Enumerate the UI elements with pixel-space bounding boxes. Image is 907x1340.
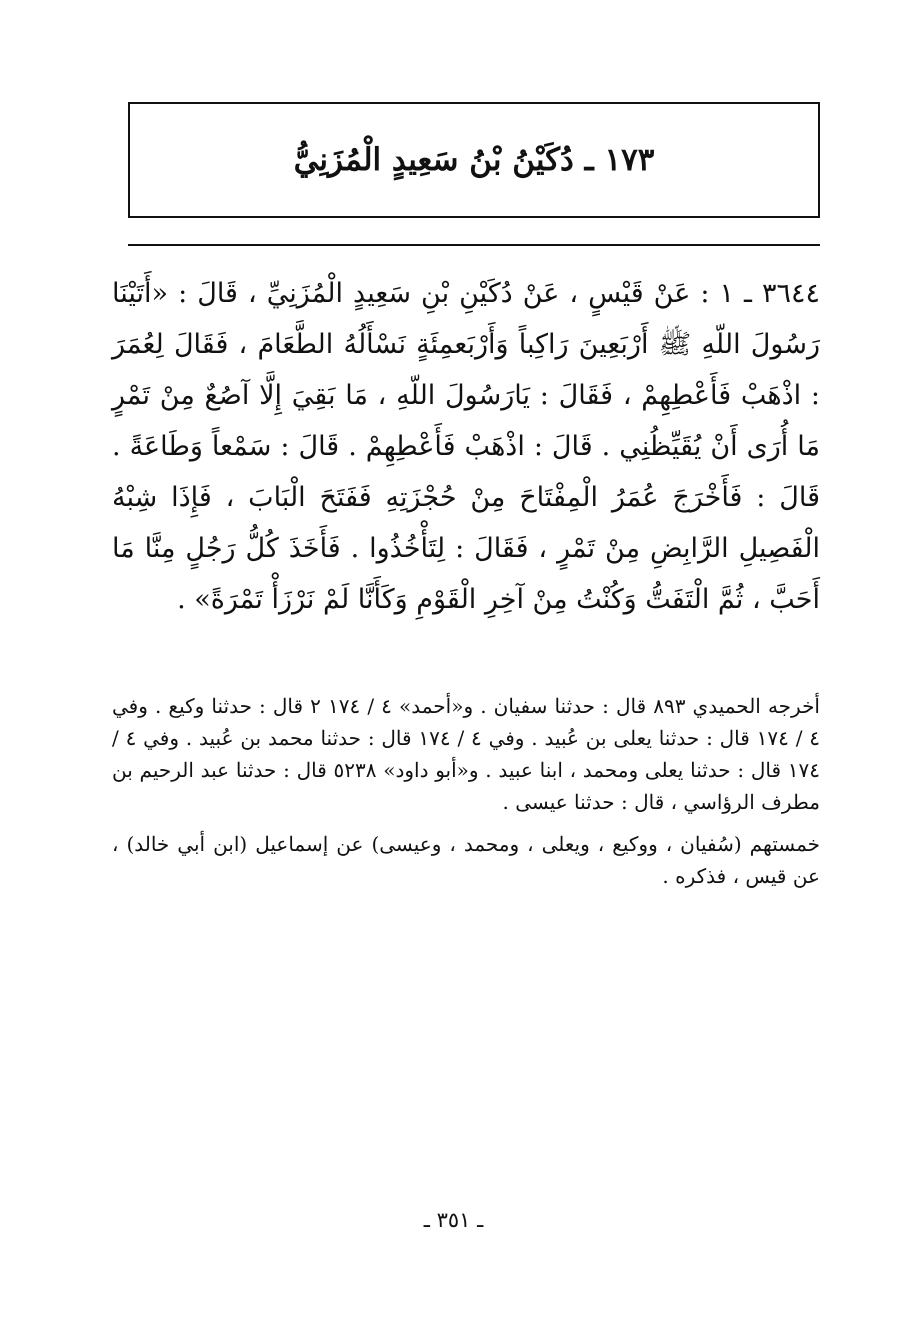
page-number: ـ ٣٥١ ـ [423, 1208, 484, 1232]
chapter-title: ١٧٣ ـ دُكَيْنُ بْنُ سَعِيدٍ الْمُزَنِيُّ [293, 142, 655, 178]
header-divider [128, 244, 820, 246]
footnotes-block [112, 690, 820, 902]
takhrij-note: أخرجه الحميدي ٨٩٣ قال : حدثنا سفيان . و«أحمد» ٤ / ١٧٤ ٢ قال : حدثنا وكيع . وفي ٤ / ١٧٤ قال : حدثنا يعلى بن عُبيد . وفي ٤ / ١٧٤ قال : حدثنا محمد بن عُبيد . وفي ٤ / ١٧٤ قال : حدثنا يعلى ومحمد ، ابنا عبيد . و«أبو داود» ٥٢٣٨ قال : حدثنا عبد الرحيم بن مطرف الرؤاسي ، قال : حدثنا عيسى . [112, 694, 821, 814]
chain-note: خمستهم (سُفيان ، ووكيع ، ويعلى ، ومحمد ، وعيسى) عن إسماعيل (ابن أبي خالد) ، عن قيس ، فذكره . [112, 832, 820, 888]
hadith-text: ٣٦٤٤ ـ ١ : عَنْ قَيْسٍ ، عَنْ دُكَيْنِ بْنِ سَعِيدٍ الْمُزَنِيِّ ، قَالَ : «أَتَيْنَا رَسُولَ اللّهِ ﷺ أَرْبَعِينَ رَاكِباً وَأَرْبَعمِئَةٍ نَسْأَلُهُ الطَّعَامَ ، فَقَالَ لِعُمَرَ : اذْهَبْ فَأَعْطِهِمْ ، فَقَالَ : يَارَسُولَ اللّهِ ، مَا بَقِيَ إِلَّا آصُعٌ مِنْ تَمْرٍ مَا أُرَى أَنْ يُقَيِّظُنِي . قَالَ : اذْهَبْ فَأَعْطِهِمْ . قَالَ : سَمْعاً وَطَاعَةً . قَالَ : فَأَخْرَجَ عُمَرُ الْمِفْتَاحَ مِنْ حُجْزَتِهِ فَفَتَحَ الْبَابَ ، فَإِذَا شِبْهُ الْفَصِيلِ الرَّابِضِ مِنْ تَمْرٍ ، فَقَالَ : لِتَأْخُذُوا . فَأَخَذَ كُلُّ رَجُلٍ مِنَّا مَا أَحَبَّ ، ثُمَّ الْتَفَتُّ وَكُنْتُ مِنْ آخِرِ الْقَوْمِ وَكَأَنَّا لَمْ نَرْزَأْ تَمْرَةً» . [112, 278, 820, 615]
hadith-block [112, 268, 820, 625]
chapter-title-box [128, 102, 820, 218]
